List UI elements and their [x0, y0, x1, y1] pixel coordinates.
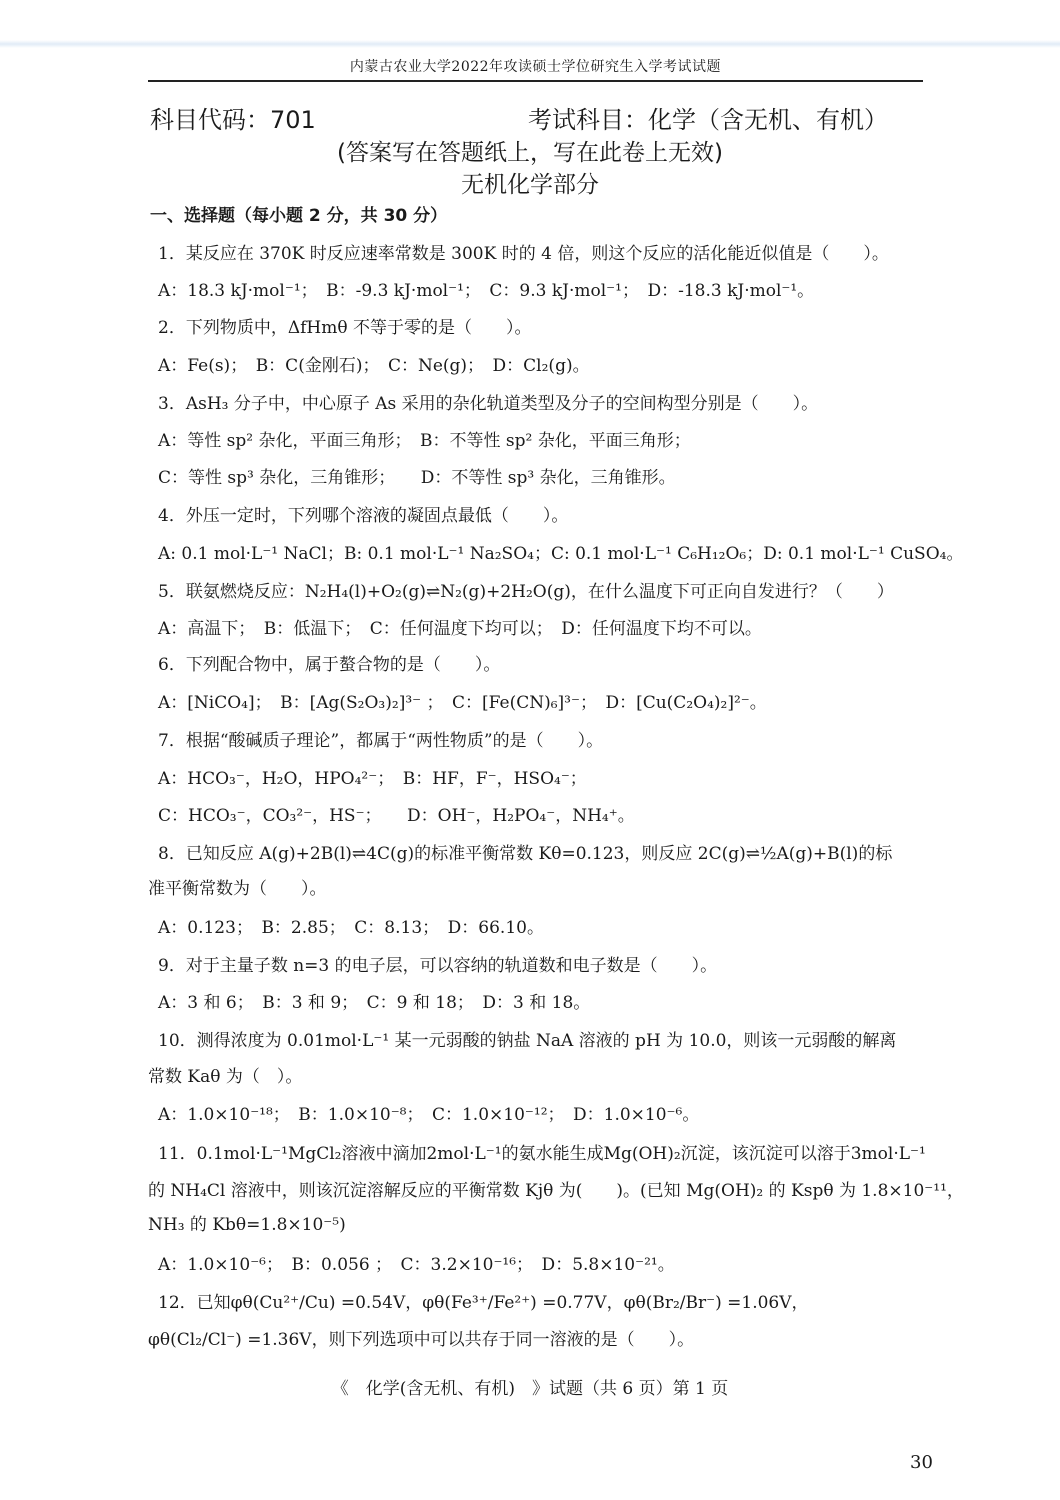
options-3b: C：等性 sp³ 杂化，三角锥形； D：不等性 sp³ 杂化，三角锥形。	[158, 468, 676, 488]
page-footer: 《 化学(含无机、有机) 》试题（共 6 页）第 1 页	[331, 1379, 729, 1399]
question-6: 6．下列配合物中，属于螯合物的是（ ）。	[158, 655, 501, 675]
question-4: 4．外压一定时，下列哪个溶液的凝固点最低（ ）。	[158, 506, 569, 526]
question-8: 8．已知反应 A(g)+2B(l)⇌4C(g)的标准平衡常数 Kθ=0.123，则反应 2C(g)⇌½A(g)+B(l)的标	[158, 844, 893, 864]
options-4: A: 0.1 mol·L⁻¹ NaCl；B: 0.1 mol·L⁻¹ Na₂SO₄；C: 0.1 mol·L⁻¹ C₆H₁₂O₆；D: 0.1 mol·L⁻¹ CuSO₄。	[158, 544, 964, 564]
question-12: 12．已知φθ(Cu²⁺/Cu) =0.54V，φθ(Fe³⁺/Fe²⁺) =0.77V，φθ(Br₂/Br⁻) =1.06V，	[158, 1293, 809, 1313]
question-3: 3．AsH₃ 分子中，中心原子 As 采用的杂化轨道类型及分子的空间构型分别是（ ）。	[158, 394, 819, 414]
options-7a: A：HCO₃⁻，H₂O，HPO₄²⁻； B：HF，F⁻，HSO₄⁻；	[158, 769, 587, 789]
options-7b: C：HCO₃⁻，CO₃²⁻，HS⁻； D：OH⁻，H₂PO₄⁻，NH₄⁺。	[158, 806, 635, 826]
header-rule	[148, 80, 923, 82]
scan-edge	[0, 40, 1060, 48]
subject-code: 科目代码：701	[150, 106, 316, 134]
options-10: A：1.0×10⁻¹⁸； B：1.0×10⁻⁸； C：1.0×10⁻¹²； D：1.0×10⁻⁶。	[158, 1105, 700, 1125]
question-10: 10．测得浓度为 0.01mol·L⁻¹ 某一元弱酸的钠盐 NaA 溶液的 pH 为 10.0，则该一元弱酸的解离	[158, 1031, 897, 1051]
question-5: 5．联氨燃烧反应：N₂H₄(l)+O₂(g)⇌N₂(g)+2H₂O(g)，在什么温度下可正向自发进行？（ ）	[158, 582, 894, 602]
options-6: A：[NiCO₄]； B：[Ag(S₂O₃)₂]³⁻ ； C：[Fe(CN)₆]³⁻； D：[Cu(C₂O₄)₂]²⁻。	[158, 693, 767, 713]
subject-name: 考试科目：化学（含无机、有机）	[528, 106, 888, 134]
question-2: 2．下列物质中，ΔfHmθ 不等于零的是（ ）。	[158, 318, 532, 338]
options-11: A：1.0×10⁻⁶； B：0.056 ； C：3.2×10⁻¹⁶； D：5.8×10⁻²¹。	[158, 1255, 675, 1275]
page-number: 30	[910, 1452, 933, 1473]
question-11: 11．0.1mol·L⁻¹MgCl₂溶液中滴加2mol·L⁻¹的氨水能生成Mg(OH)₂沉淀，该沉淀可以溶于3mol·L⁻¹	[158, 1144, 926, 1164]
question-10-cont: 常数 Kaθ 为（ ）。	[148, 1067, 303, 1087]
part-title: 无机化学部分	[461, 172, 599, 198]
options-1: A：18.3 kJ·mol⁻¹； B：-9.3 kJ·mol⁻¹； C：9.3 kJ·mol⁻¹； D：-18.3 kJ·mol⁻¹。	[158, 281, 815, 301]
question-9: 9．对于主量子数 n=3 的电子层，可以容纳的轨道数和电子数是（ ）。	[158, 956, 718, 976]
question-12-cont: φθ(Cl₂/Cl⁻) =1.36V，则下列选项中可以共存于同一溶液的是（ ）。	[148, 1330, 695, 1350]
options-9: A：3 和 6； B：3 和 9； C：9 和 18； D：3 和 18。	[158, 993, 591, 1013]
question-7: 7．根据“酸碱质子理论”，都属于“两性物质”的是（ ）。	[158, 731, 604, 751]
question-8-cont: 准平衡常数为（ ）。	[148, 879, 327, 899]
question-11-cont2: NH₃ 的 Kbθ=1.8×10⁻⁵)	[148, 1215, 346, 1235]
options-3a: A：等性 sp² 杂化，平面三角形； B：不等性 sp² 杂化，平面三角形；	[158, 431, 691, 451]
section-title: 一、选择题（每小题 2 分，共 30 分）	[150, 206, 448, 226]
question-1: 1．某反应在 370K 时反应速率常数是 300K 时的 4 倍，则这个反应的活化能近似值是（ ）。	[158, 244, 889, 264]
options-2: A：Fe(s)； B：C(金刚石)； C：Ne(g)； D：Cl₂(g)。	[158, 356, 590, 376]
question-11-cont: 的 NH₄Cl 溶液中，则该沉淀溶解反应的平衡常数 Kjθ 为( )。(已知 Mg(OH)₂ 的 Kspθ 为 1.8×10⁻¹¹，	[148, 1181, 964, 1201]
exam-header: 内蒙古农业大学2022年攻读硕士学位研究生入学考试试题	[349, 59, 722, 75]
options-5: A：高温下； B：低温下； C：任何温度下均可以； D：任何温度下均不可以。	[158, 619, 762, 639]
options-8: A：0.123； B：2.85； C：8.13； D：66.10。	[158, 918, 544, 938]
answer-note: (答案写在答题纸上，写在此卷上无效)	[337, 140, 723, 166]
